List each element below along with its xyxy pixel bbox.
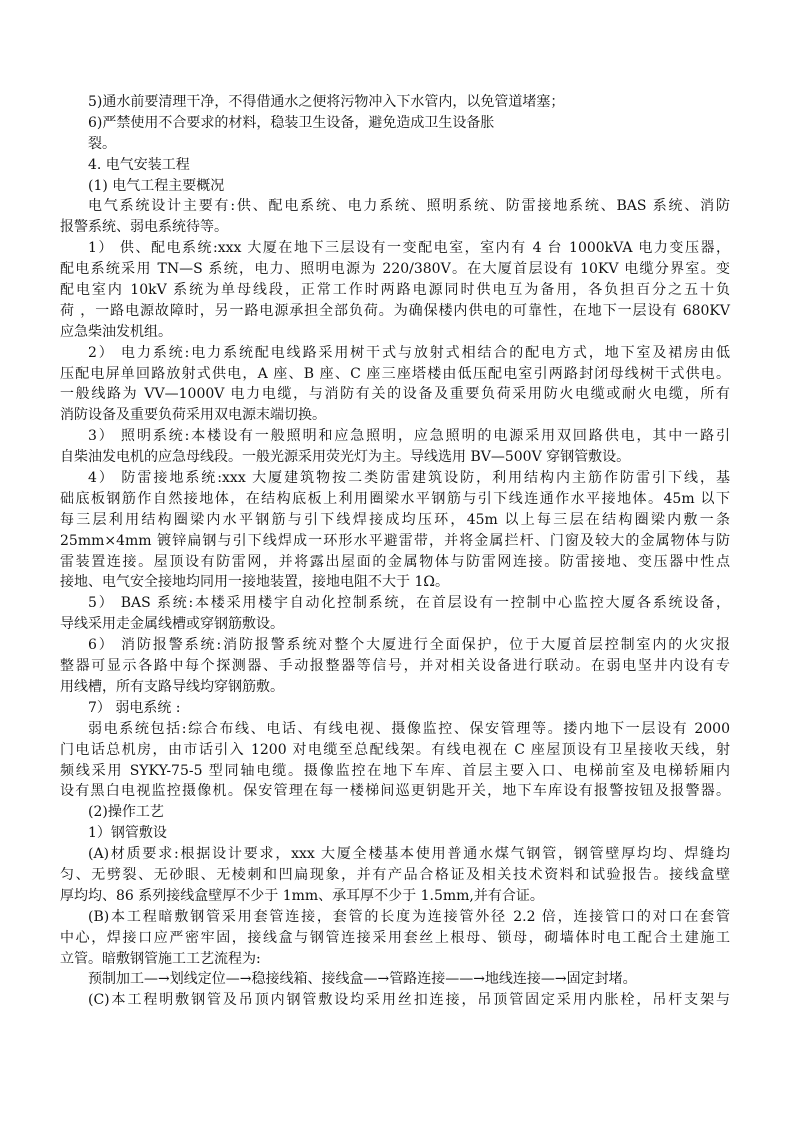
text-line: 2） 电力系统:电力系统配电线路采用树干式与放射式相结合的配电方式，地下室及裙房由低 <box>88 344 730 361</box>
text-line: (1) 电气工程主要概况 <box>88 177 225 194</box>
text-line: 立管。暗敷钢管施工工艺流程为: <box>60 950 261 967</box>
text-line: 匀、无劈裂、无砂眼、无棱刺和凹扁现象，并有产品合格证及相关技术资料和试验报告。接线盒壁 <box>60 866 730 883</box>
text-line: 导线采用走金属线槽或穿钢筋敷设。 <box>60 616 284 633</box>
text-line: 裂。 <box>88 135 116 152</box>
text-line: 础底板钢筋作自然接地体，在结构底板上利用圈梁水平钢筋与引下线连通作水平接地体。45m 以下 <box>60 490 730 507</box>
text-line: 门电话总机房，由市话引入 1200 对电缆至总配线架。有线电视在 C 座屋顶设有卫星接收天线，射 <box>60 741 730 758</box>
text-line: 自柴油发电机的应急母线段。一般光源采用荧光灯为主。导线选用 BV—500V 穿钢管敷设。 <box>60 449 631 466</box>
text-line: 4. 电气安装工程 <box>88 156 190 173</box>
text-line: (2)操作工艺 <box>88 804 164 821</box>
text-line: 5） BAS 系统:本楼采用楼宇自动化控制系统，在首层设有一控制中心监控大厦各系统设备， <box>88 595 730 612</box>
text-line: 压配电屏单回路放射式供电，A 座、B 座、C 座三座塔楼由低压配电室引两路封闭母线树干式供电。 <box>60 365 730 382</box>
text-line: 25mm×4mm 镀锌扁钢与引下线焊成一环形水平避雷带，并将金属拦杆、门窗及较大的金属物体与防 <box>60 532 730 549</box>
text-line: 应急柴油发机组。 <box>60 323 172 340</box>
text-line: (B)本工程暗敷钢管采用套管连接，套管的长度为连接管外径 2.2 倍，连接管口的对口在套管 <box>88 908 730 925</box>
text-line: 电气系统设计主要有:供、配电系统、电力系统、照明系统、防雷接地系统、BAS 系统、消防 <box>88 198 730 215</box>
text-line: 1） 供、配电系统:xxx 大厦在地下三层设有一变配电室，室内有 4 台 1000kVA 电力变压器， <box>88 240 730 257</box>
text-line: 5)通水前要清理干净，不得借通水之便将污物冲入下水管内，以免管道堵塞； <box>88 94 565 110</box>
text-line: 一般线路为 VV—1000V 电力电缆，与消防有关的设备及重要负荷采用防火电缆或耐火电缆，所有 <box>60 386 730 403</box>
text-line: 6)严禁使用不合要求的材料，稳装卫生设备，避免造成卫生设备胀 <box>88 114 495 131</box>
text-line: 配电系统采用 TN—S 系统，电力、照明电源为 220/380V。在大厦首层设有 10KV 电缆分界室。变 <box>60 261 730 278</box>
text-line: 6） 消防报警系统:消防报警系统对整个大厦进行全面保护，位于大厦首层控制室内的火灾报 <box>88 637 730 654</box>
text-line: 预制加工—→划线定位—→稳接线箱、接线盒—→管路连接——→地线连接—→固定封堵。 <box>88 971 637 988</box>
text-line: 接地、电气安全接地均同用一接地装置，接地电阻不大于 1Ω。 <box>60 574 449 591</box>
text-line: 报警系统、弱电系统待等。 <box>60 219 228 236</box>
text-line: 雷装置连接。屋顶设有防雷网，并将露出屋面的金属物体与防雷网连接。防雷接地、变压器中性点 <box>60 553 730 570</box>
text-line: 整器可显示各路中每个探测器、手动报整器等信号，并对相关设备进行联动。在弱电坚井内设有专 <box>60 658 730 675</box>
text-line: 3） 照明系统:本楼设有一般照明和应急照明，应急照明的电源采用双回路供电，其中一路引 <box>88 428 730 445</box>
text-line: 厚均均、86 系列接线盒壁厚不少于 1mm、承耳厚不少于 1.5mm,并有合证。 <box>60 887 544 904</box>
text-line: 7） 弱电系统 : <box>88 699 181 716</box>
document-body <box>60 92 730 1011</box>
text-line: 弱电系统包括:综合布线、电话、有线电视、摄像监控、保安管理等。搂内地下一层设有 2000 <box>88 720 730 737</box>
text-line: 4） 防雷接地系统:xxx 大厦建筑物按二类防雷建筑设防，利用结构内主筋作防雷引下线，基 <box>88 470 730 487</box>
text-line: 每三层利用结构圈梁内水平钢筋与引下线焊接成均压环，45m 以上每三层在结构圈梁内敷一条 <box>60 511 730 528</box>
text-line: 配电室内 10kV 系统为单母线段，正常工作时两路电源同时供电互为备用，各负担百分之五十负 <box>60 282 730 299</box>
text-line: 消防设备及重要负荷采用双电源末端切换。 <box>60 407 326 424</box>
text-line: 频线采用 SYKY-75-5 型同轴电缆。摄像监控在地下车库、首层主要入口、电梯前室及电梯轿厢内 <box>60 762 730 779</box>
text-line: 用线槽，所有支路导线均穿钢筋敷。 <box>60 678 284 695</box>
text-line: 1）钢管敷设 <box>88 825 167 842</box>
text-line: 中心，焊接口应严密牢固，接线盒与钢管连接采用套丝上根母、锁母，砌墙体时电工配合土建施工 <box>60 929 730 946</box>
text-line: 设有黑白电视监控摄像机。保安管理在每一楼梯间巡更钥匙开关，地下车库设有报警按钮及报警器。 <box>60 783 730 800</box>
text-line: (C)本工程明敷钢管及吊顶内钢管敷设均采用丝扣连接，吊顶管固定采用内胀栓，吊杆支架与 <box>88 992 730 1009</box>
text-line: 荷 ，一路电源故障时，另一路电源承担全部负荷。为确保楼内供电的可靠性，在地下一层设有 680KV <box>60 302 730 319</box>
text-line: (A)材质要求:根据设计要求，xxx 大厦全楼基本使用普通水煤气钢管，钢管壁厚均均、焊缝均 <box>88 846 730 863</box>
